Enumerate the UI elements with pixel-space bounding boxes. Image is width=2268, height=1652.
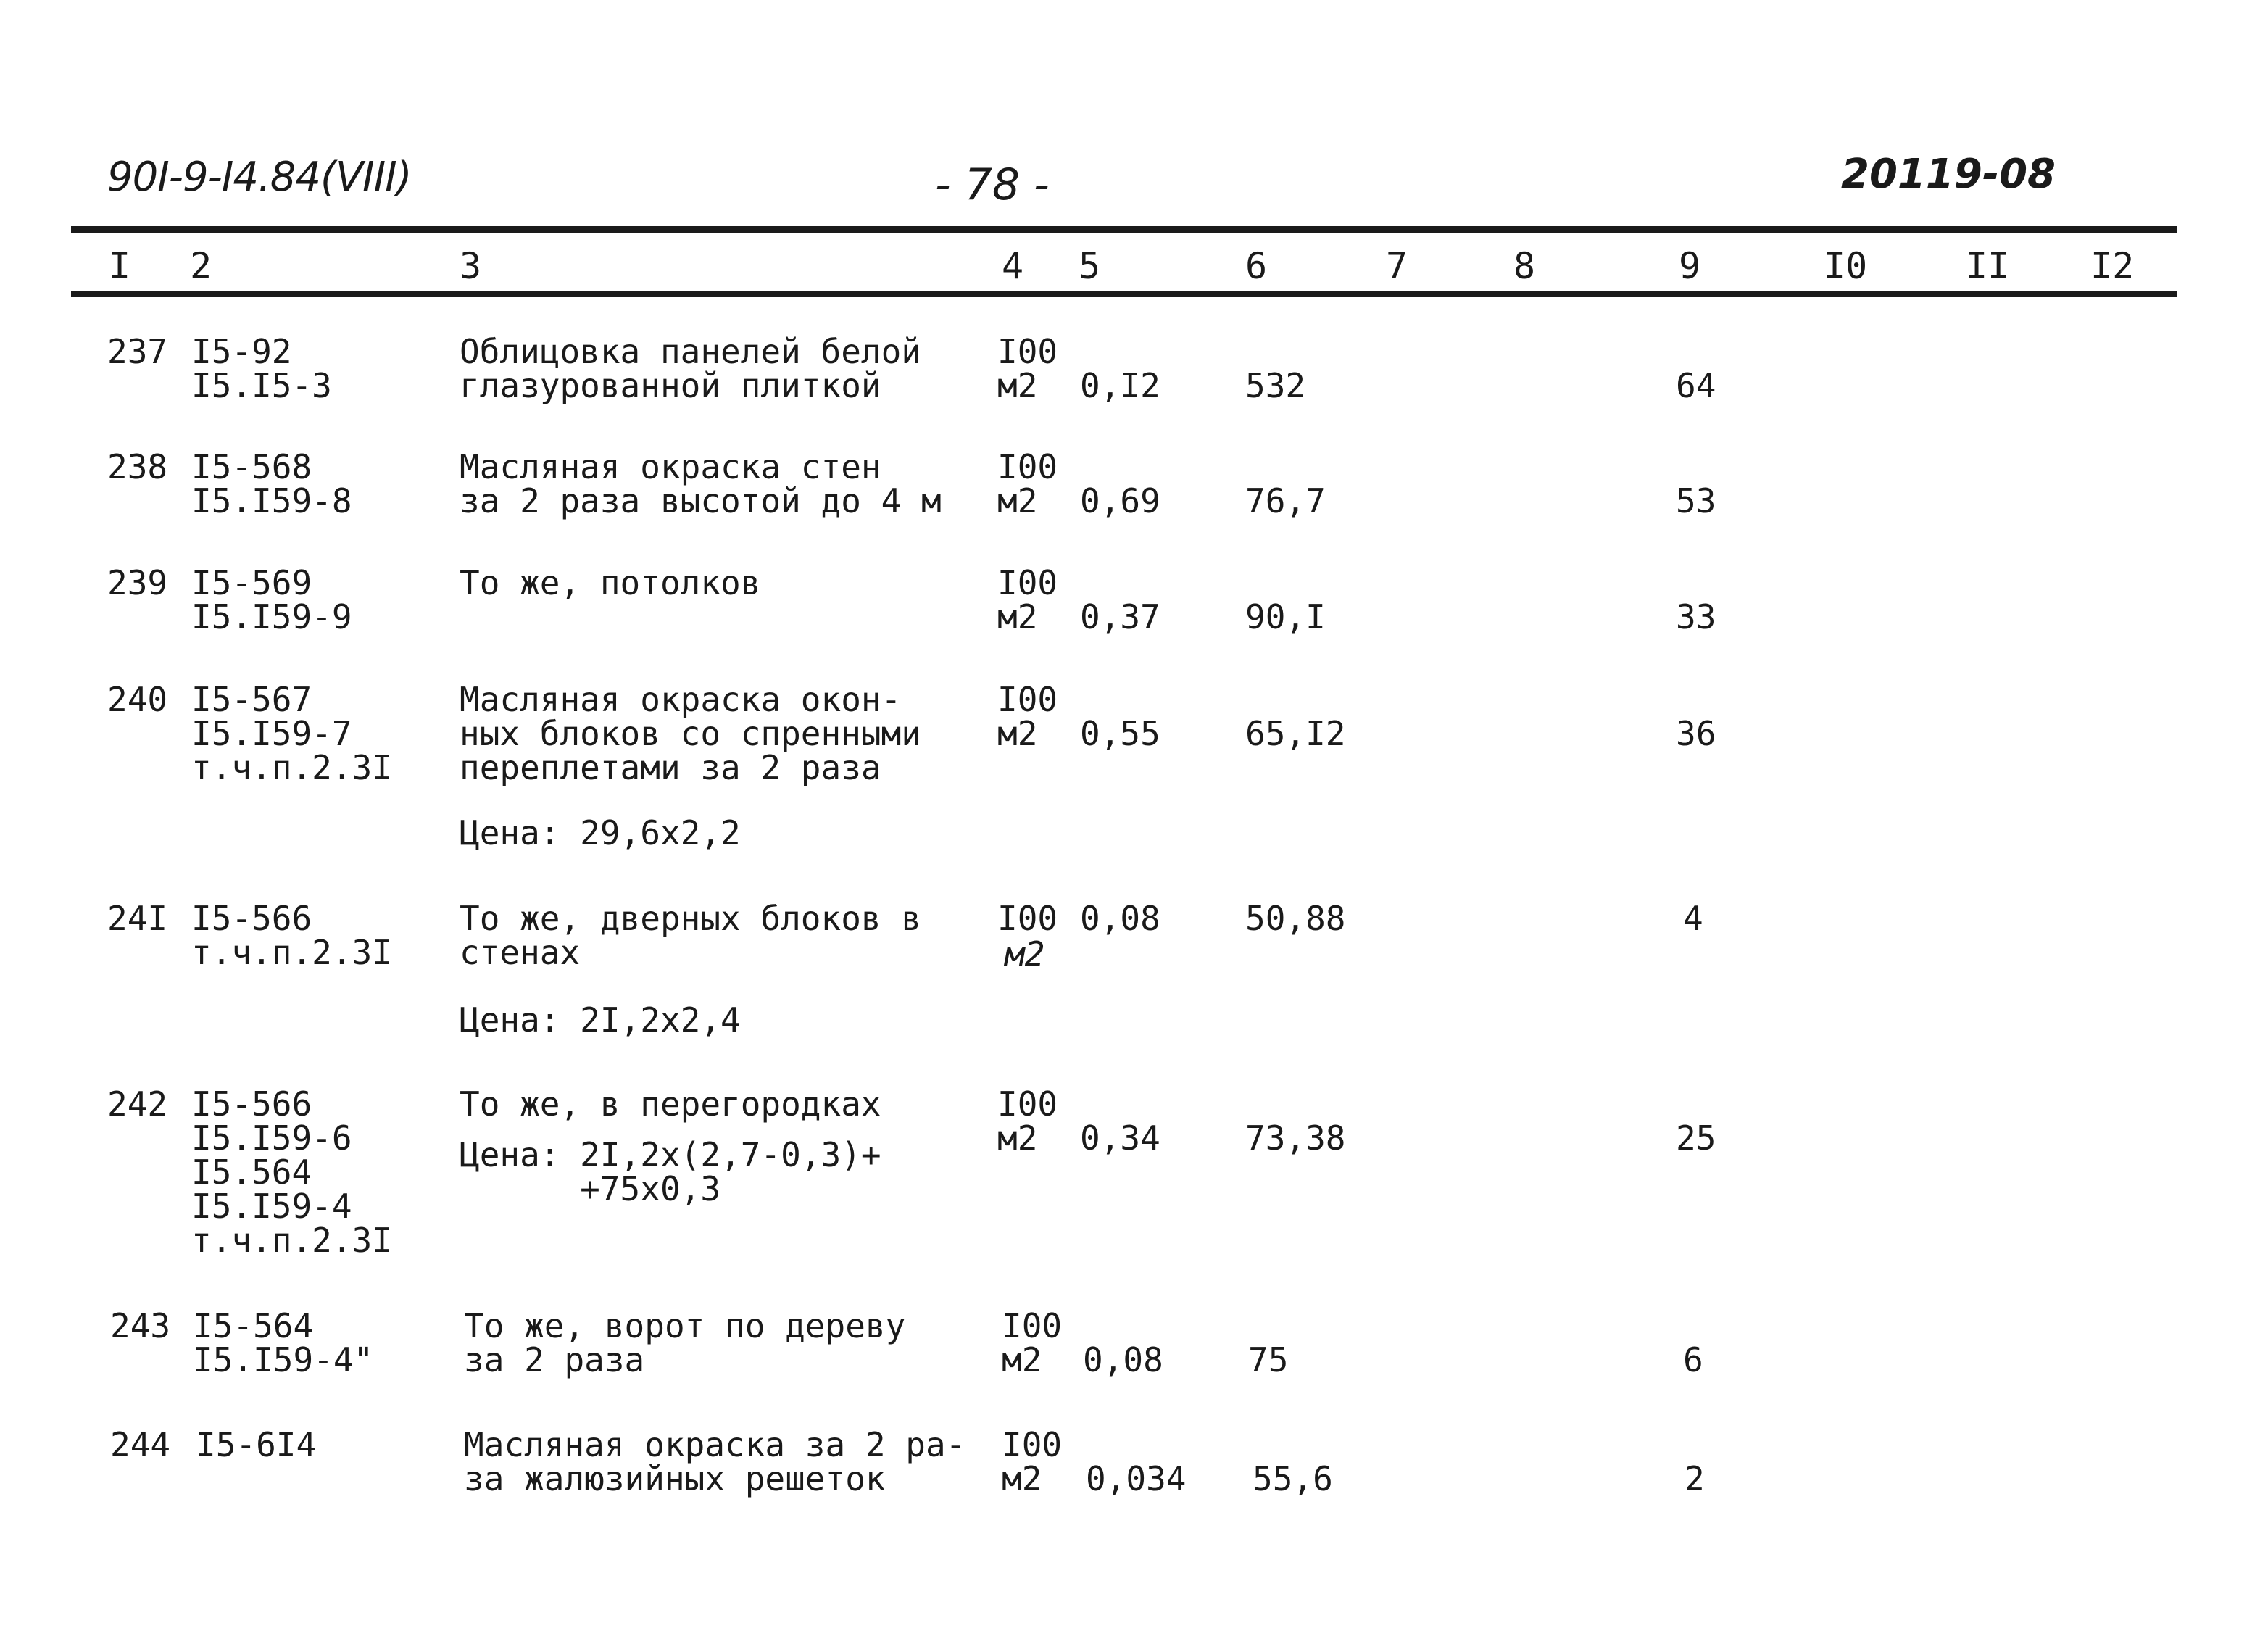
description-line: за 2 раза высотой до 4 м bbox=[460, 481, 942, 520]
description-line: То же, ворот по дереву bbox=[464, 1306, 906, 1345]
quantity: 0,69 bbox=[1080, 481, 1160, 520]
price-note-line: +75х0,3 bbox=[460, 1169, 721, 1208]
quantity: 0,I2 bbox=[1080, 366, 1160, 405]
unit-line: I00 bbox=[997, 899, 1058, 938]
code-line: I5-566 bbox=[191, 1084, 312, 1124]
column-header: I0 bbox=[1824, 245, 1868, 287]
code-line: I5-92 bbox=[191, 332, 292, 371]
column-header: I bbox=[109, 245, 131, 287]
total-value: 64 bbox=[1676, 366, 1716, 405]
code-line: I5.I5-3 bbox=[191, 366, 332, 405]
quantity: 0,55 bbox=[1080, 714, 1160, 753]
unit-line: м2 bbox=[997, 481, 1038, 520]
quantity: 0,37 bbox=[1080, 597, 1160, 636]
unit-line: м2 bbox=[997, 1118, 1038, 1158]
table-header-rule bbox=[71, 291, 2177, 297]
document-number: 20119-08 bbox=[1841, 151, 2056, 198]
column-header: 7 bbox=[1386, 245, 1408, 287]
price-note: Цена: 2I,2х2,4 bbox=[460, 1000, 741, 1039]
description-line: То же, потолков bbox=[460, 563, 761, 602]
row-number: 242 bbox=[107, 1084, 168, 1124]
description-line: ных блоков со спренными bbox=[460, 714, 921, 753]
code-line: т.ч.п.2.3I bbox=[191, 748, 392, 787]
price-note-line: Цена: 2I,2х(2,7-0,3)+ bbox=[460, 1135, 881, 1174]
unit-line: I00 bbox=[1002, 1306, 1063, 1345]
column-header: 9 bbox=[1679, 245, 1701, 287]
unit-line: I00 bbox=[997, 1084, 1058, 1124]
unit-line: м2 bbox=[1002, 1340, 1042, 1379]
unit-line: I00 bbox=[997, 332, 1058, 371]
quantity: 0,34 bbox=[1080, 1118, 1160, 1158]
code-line: I5-566 bbox=[191, 899, 312, 938]
unit-line: м2 bbox=[1002, 1459, 1042, 1498]
unit-price: 55,6 bbox=[1253, 1459, 1333, 1498]
code-line: т.ч.п.2.3I bbox=[191, 1221, 392, 1260]
code-line: I5.I59-8 bbox=[191, 481, 352, 520]
code-line: I5.564 bbox=[191, 1153, 312, 1192]
code-line: I5.I59-6 bbox=[191, 1118, 352, 1158]
total-value: 2 bbox=[1685, 1459, 1705, 1498]
row-number: 24I bbox=[107, 899, 168, 938]
description-line: глазурованной плиткой bbox=[460, 366, 881, 405]
description-line: стенах bbox=[460, 933, 581, 972]
code-line: I5.I59-4" bbox=[193, 1340, 374, 1379]
total-value: 53 bbox=[1676, 481, 1716, 520]
unit-line: I00 bbox=[997, 680, 1058, 719]
description-line: за жалюзийных решеток bbox=[464, 1459, 886, 1498]
price-note: Цена: 29,6х2,2 bbox=[460, 813, 741, 852]
column-header: 6 bbox=[1245, 245, 1268, 287]
table-top-rule bbox=[71, 226, 2177, 233]
unit-price: 65,I2 bbox=[1245, 714, 1346, 753]
document-code: 90I-9-I4.84(VIII) bbox=[107, 154, 412, 201]
row-number: 243 bbox=[110, 1306, 171, 1345]
row-number: 238 bbox=[107, 447, 168, 486]
description-line: Облицовка панелей белой bbox=[460, 332, 921, 371]
column-header: 2 bbox=[190, 245, 212, 287]
column-header: II bbox=[1966, 245, 2010, 287]
unit-price: 75 bbox=[1248, 1340, 1289, 1379]
code-line: I5-568 bbox=[191, 447, 312, 486]
code-line: I5-6I4 bbox=[196, 1425, 317, 1464]
code-line: I5.I59-9 bbox=[191, 597, 352, 636]
total-value: 6 bbox=[1683, 1340, 1703, 1379]
unit-line: м2 bbox=[997, 714, 1038, 753]
description-line: Масляная окраска за 2 ра- bbox=[464, 1425, 966, 1464]
unit-price: 90,I bbox=[1245, 597, 1326, 636]
quantity: 0,08 bbox=[1080, 899, 1160, 938]
page-number: - 78 - bbox=[935, 159, 1050, 210]
description-line: То же, в перегородках bbox=[460, 1084, 881, 1124]
column-header: 5 bbox=[1079, 245, 1101, 287]
description-line: То же, дверных блоков в bbox=[460, 899, 921, 938]
row-number: 239 bbox=[107, 563, 168, 602]
code-line: I5-567 bbox=[191, 680, 312, 719]
column-header: 4 bbox=[1002, 245, 1024, 287]
code-line: I5.I59-7 bbox=[191, 714, 352, 753]
row-number: 237 bbox=[107, 332, 168, 371]
unit-line: м2 bbox=[1005, 934, 1045, 974]
description-line: Масляная окраска стен bbox=[460, 447, 881, 486]
column-header: I2 bbox=[2090, 245, 2135, 287]
row-number: 240 bbox=[107, 680, 168, 719]
description-line: Масляная окраска окон- bbox=[460, 680, 902, 719]
code-line: I5-564 bbox=[193, 1306, 314, 1345]
unit-line: I00 bbox=[997, 447, 1058, 486]
quantity: 0,08 bbox=[1083, 1340, 1163, 1379]
description-line: за 2 раза bbox=[464, 1340, 645, 1379]
column-header: 8 bbox=[1513, 245, 1536, 287]
code-line: I5-569 bbox=[191, 563, 312, 602]
unit-line: I00 bbox=[997, 563, 1058, 602]
code-line: т.ч.п.2.3I bbox=[191, 933, 392, 972]
unit-line: м2 bbox=[997, 597, 1038, 636]
unit-price: 73,38 bbox=[1245, 1118, 1346, 1158]
code-line: I5.I59-4 bbox=[191, 1187, 352, 1226]
unit-price: 76,7 bbox=[1245, 481, 1326, 520]
row-number: 244 bbox=[110, 1425, 171, 1464]
description-line: переплетами за 2 раза bbox=[460, 748, 881, 787]
total-value: 4 bbox=[1683, 899, 1703, 938]
unit-line: I00 bbox=[1002, 1425, 1063, 1464]
column-header: 3 bbox=[460, 245, 482, 287]
unit-price: 532 bbox=[1245, 366, 1306, 405]
unit-line: м2 bbox=[997, 366, 1038, 405]
quantity: 0,034 bbox=[1086, 1459, 1187, 1498]
total-value: 25 bbox=[1676, 1118, 1716, 1158]
unit-price: 50,88 bbox=[1245, 899, 1346, 938]
total-value: 36 bbox=[1676, 714, 1716, 753]
total-value: 33 bbox=[1676, 597, 1716, 636]
